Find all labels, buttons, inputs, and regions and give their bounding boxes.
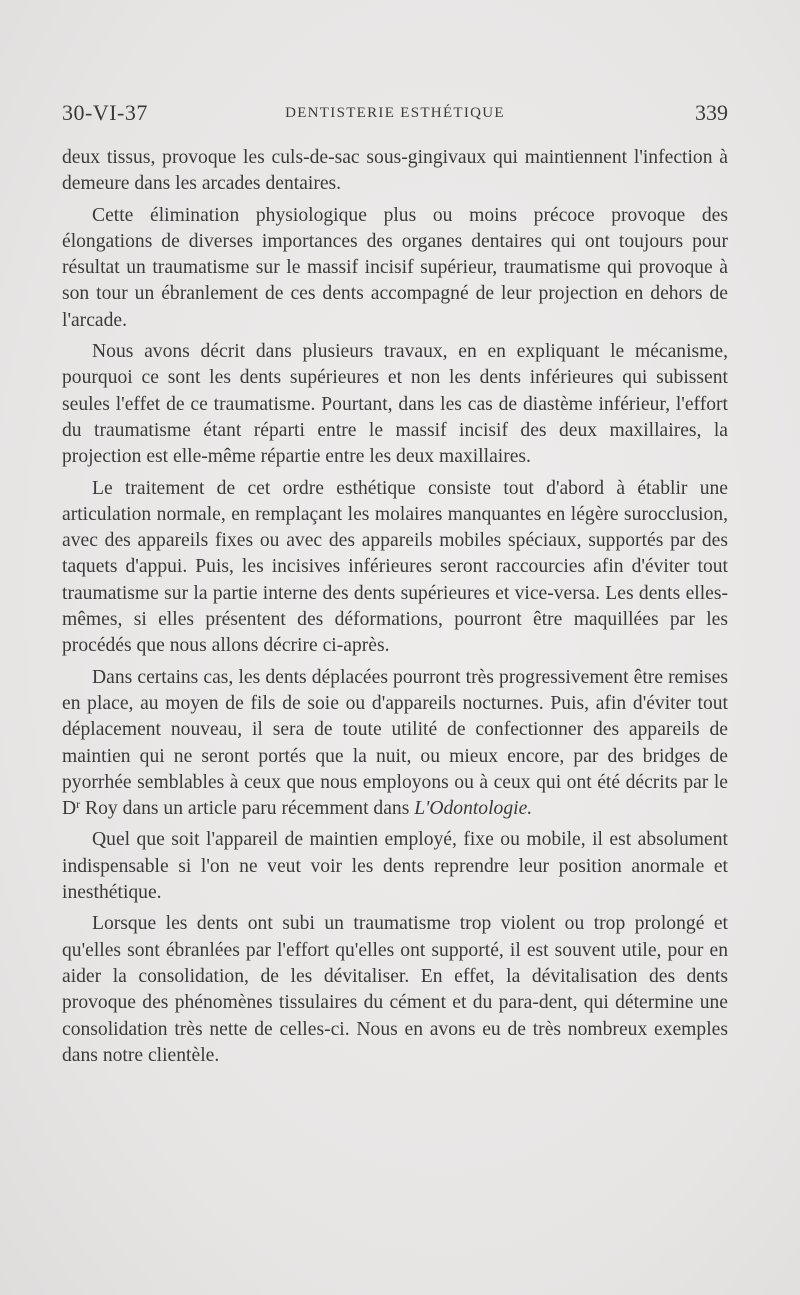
- paragraph-3: Nous avons décrit dans plusieurs travaux, en en expliquant le mécanisme, pourquoi ce sont les dents supérieures et non les dents inférieures qui subissent seules l'effet de ce traumatisme. Pourtant, dans les cas de diastème inférieur, l'effort du traumatisme étant réparti entre le massif incisif des deux maxillaires, la projection est elle-même répartie entre les deux maxillaires.: [62, 341, 728, 468]
- paragraph-5-text-middle: Roy dans un article paru récemment dans: [80, 798, 415, 820]
- running-header: [62, 100, 728, 134]
- header-title: DENTISTERIE ESTHÉTIQUE: [285, 105, 505, 121]
- doctor-superscript: r: [76, 797, 81, 812]
- paragraph-1: deux tissus, provoque les culs-de-sac sous-gingivaux qui maintiennent l'infection à demeure dans les arcades dentaires.: [62, 147, 728, 195]
- page-number: 339: [695, 100, 728, 125]
- paragraph-7: Lorsque les dents ont subi un traumatisme trop violent ou trop prolongé et qu'elles sont ébranlées par l'effort qu'elles ont supporté, il est souvent utile, pour en aider la consolidation, de les dévitaliser. En effet, la dévitalisation des dents provoque des phénomènes tissulaires du cément et du para-dent, qui détermine une consolidation très nette de celles-ci. Nous en avons eu de très nombreux exemples dans notre clientèle.: [62, 913, 728, 1066]
- journal-title: L'Odontologie.: [414, 798, 533, 820]
- page-body: [62, 145, 728, 1074]
- paragraph-2: Cette élimination physiologique plus ou moins précoce provoque des élongations de diverses importances des organes dentaires qui ont toujours pour résultat un traumatisme sur le massif incisif supérieur, traumatisme qui provoque à son tour un ébranlement de ces dents accompagné de leur projection en dehors de l'arcade.: [62, 204, 728, 331]
- paragraph-5: [62, 665, 728, 823]
- paragraph-6: Quel que soit l'appareil de maintien employé, fixe ou mobile, il est absolument indispensable si l'on ne veut voir les dents reprendre leur position anormale et inesthétique.: [62, 829, 728, 904]
- paragraph-4: Le traitement de cet ordre esthétique consiste tout d'abord à établir une articulation normale, en remplaçant les molaires manquantes en légère surocclusion, avec des appareils fixes ou avec des appareils mobiles spéciaux, supportés par des taquets d'appui. Puis, les incisives inférieures seront raccourcies afin d'éviter tout traumatisme sur la partie interne des dents supérieures et vice-versa. Les dents elles-mêmes, si elles présentent des déformations, pourront être maquillées par les procédés que nous allons décrire ci-après.: [62, 477, 728, 657]
- paragraph-5-text-start: Dans certains cas, les dents déplacées pourront très progressivement être remises en place, au moyen de fils de soie ou d'appareils nocturnes. Puis, afin d'éviter tout déplacement nouveau, il sera de toute utilité de confectionner des appareils de maintien qui ne seront portés que la nuit, ou mieux encore, par des bridges de pyorrhée semblables à ceux que nous employons ou à ceux qui ont été décrits par le D: [62, 666, 728, 820]
- header-date: 30-VI-37: [62, 100, 148, 125]
